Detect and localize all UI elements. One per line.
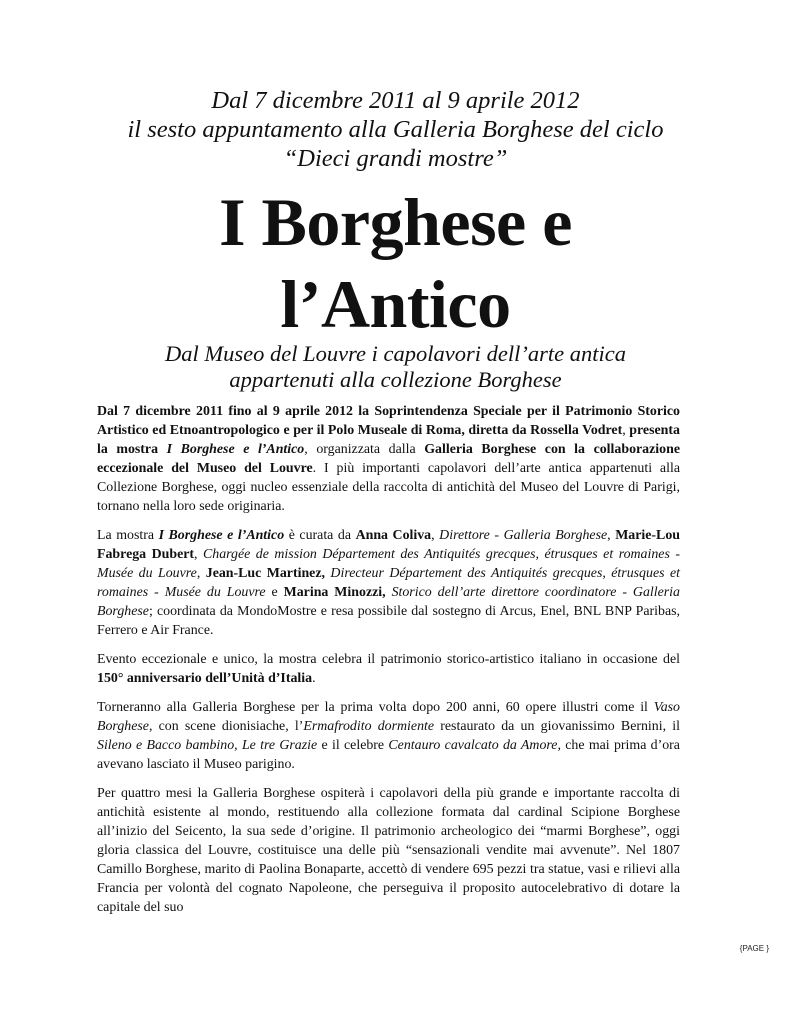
- subtitle: [60, 341, 731, 393]
- curator-name: Marie-Lou Fabrega Dubert: [97, 528, 680, 562]
- artwork-title: Le tre Grazie: [241, 738, 318, 753]
- artwork-title: Vaso Borghese: [97, 700, 680, 734]
- curator-name: Anna Coliva: [355, 528, 432, 543]
- paragraph-announcement: Dal 7 dicembre 2011 fino al 9 aprile 2012 la Soprintendenza Speciale per il Patrimonio Storico Artistico ed Etnoantropologico e per il Polo Museale di Roma, diretta da Rossella Vodret, presenta la mostra I Borghese e l’Antico, organizzata dalla Galleria Borghese con la collaborazione eccezionale del Museo del Louvre. I più importanti capolavori dell’arte antica appartenuti alla Collezione Borghese, oggi nucleo essenziale della raccolta di antichità del Museo del Louvre di Parigi, tornano nella loro sede originaria.: [97, 404, 680, 514]
- subtitle-line-1: Dal Museo del Louvre i capolavori dell’arte antica: [165, 341, 626, 366]
- artwork-title: Centauro cavalcato da Amore,: [388, 738, 561, 753]
- exhibition-title: I Borghese e l’Antico: [166, 442, 305, 457]
- paragraph-anniversary: Evento eccezionale e unico, la mostra celebra il patrimonio storico-artistico italiano in occasione del 150° anniversario dell’Unità d’Italia.: [97, 652, 680, 686]
- artwork-title: Ermafrodito dormiente: [303, 719, 435, 734]
- paragraph-history: Per quattro mesi la Galleria Borghese ospiterà i capolavori della più grande e importante raccolta di antichità esistente al mondo, restituendo alla collezione formata dal cardinal Scipione Borghese all’inizio del Seicento, la sua sede d’origine. Il patrimonio archeologico dei “marmi Borghese”, oggi gloria classica del Louvre, costituisce una delle più “sensazionali vendite mai avvenute”. Nel 1807 Camillo Borghese, marito di Paolina Bonaparte, accettò di vendere 695 pezzi tra statue, vasi e rilievi alla Francia per volontà del cognato Napoleone, che perseguiva il proposito autocelebrativo di dotare la capitale del suo: [97, 786, 680, 915]
- curator-name: Marina Minozzi,: [283, 585, 386, 600]
- intro-line-cycle: il sesto appuntamento alla Galleria Borghese del ciclo: [127, 116, 664, 143]
- paragraph-curators: La mostra I Borghese e l’Antico è curata da Anna Coliva, Direttore - Galleria Borghese, Marie-Lou Fabrega Dubert, Chargée de mission Département des Antiquités grecques, étrusques et romaines - Musée du Louvre, Jean-Luc Martinez, Directeur Département des Antiquités grecques, étrusques et romaines - Musée du Louvre e Marina Minozzi, Storico dell’arte direttore coordinatore - Galleria Borghese; coordinata da MondoMostre e resa possibile dal sostegno di Arcus, Enel, BNL BNP Paribas, Ferrero e Air France.: [97, 528, 680, 638]
- intro-line-dates: Dal 7 dicembre 2011 al 9 aprile 2012: [211, 87, 580, 114]
- subtitle-line-2: appartenuti alla collezione Borghese: [229, 367, 562, 392]
- artwork-title: Sileno e Bacco bambino: [97, 738, 235, 753]
- title-line-2: l’Antico: [280, 266, 511, 342]
- page-number-field: {PAGE }: [739, 944, 769, 953]
- paragraph-works: Torneranno alla Galleria Borghese per la prima volta dopo 200 anni, 60 opere illustri come il Vaso Borghese, con scene dionisiache, l’Ermafrodito dormiente restaurato da un giovanissimo Bernini, il Sileno e Bacco bambino, Le tre Grazie e il celebre Centauro cavalcato da Amore, che mai prima d’ora avevano lasciato il Museo parigino.: [97, 700, 680, 772]
- announcement-lead: Dal 7 dicembre 2011 fino al 9 aprile 2012 la Soprintendenza Speciale per il Patrimonio Storico Artistico ed Etnoantropologico e per il Polo Museale di Roma, diretta da Rossella Vodret: [97, 404, 680, 438]
- main-title: [40, 181, 751, 345]
- intro-heading: [60, 86, 731, 173]
- curator-name: Jean-Luc Martinez,: [205, 566, 325, 581]
- title-line-1: I Borghese e: [219, 184, 572, 260]
- intro-line-series: “Dieci grandi mostre”: [283, 145, 508, 172]
- body-text: [97, 402, 680, 927]
